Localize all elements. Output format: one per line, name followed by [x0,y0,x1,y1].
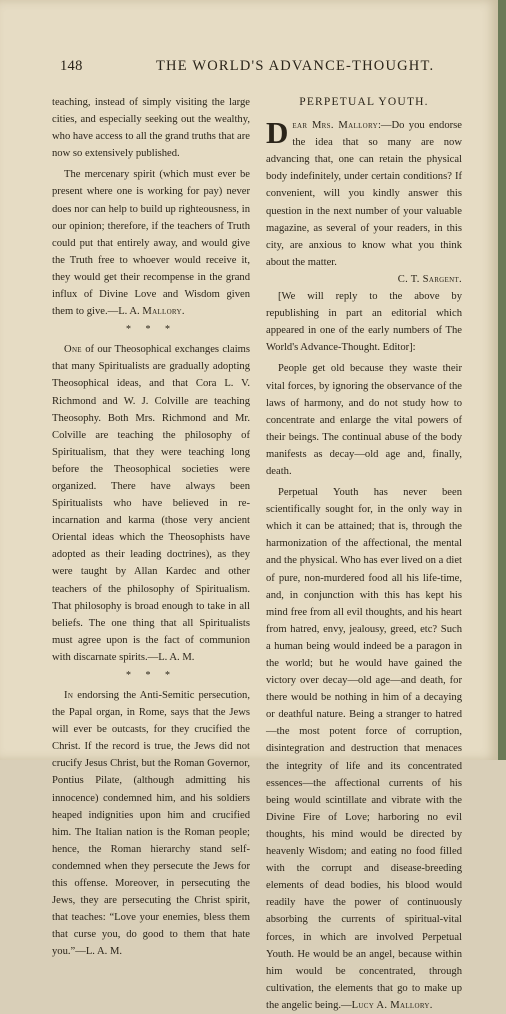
paragraph-theosophy-body: of our Theosophical exchanges claims that many Spiritualists are gradually adopting Theosophical ideas, and that Cora L. V. Richmond and W. J. Colville are teaching Theosophy. Both Mrs. Richmond and Mr. Colville are teaching the philosophy of Spiritualism, that they were teaching long before the Theosophical societies were organized. There have always been Spiritualists who have believed in re-incarnation and karma (those very ancient Oriental ideas which the Theosophists have adopted as their leading doctrines), as they were taught by Allan Kardec and other teachers of the philosophy of Spiritualism. That philosophy is broad enough to take in all beliefs. The one thing that all Spiritualists must agree upon is the fact of communion with discarnate spirits.—L. A. M. [52,344,250,663]
lead-word: One [64,344,82,356]
lead-word: In [64,690,74,701]
paragraph-perpetual-youth [266,484,462,1014]
paragraph-anti-semitic [52,687,250,961]
paragraph-perpetual-youth-body: Perpetual Youth has never been scientifically sought for, in the only way in which it can be attained; that is, through the harmonization of the affectional, the mental and the physical. Who has ever lived on a diet of pure, non-murdered food all his life-time, and, in conjunction with this has kept his mind free from all evil thoughts, and his heart from hatred, envy, jealousy, greed, etc? Such a human being would indeed be a paragon in the world; but he would have gained the victory over decay—old age—and death, for there would be nothing in him of a decaying or deathful nature. Being a stranger to hatred—the most potent force of corruption, disintegration and destruction that menaces the integrity of life and its concentrated essences—the affectional currents of his being would scintillate and vibrate with the Divine Fire of Love; harboring no evil thoughts, his mind would be directed by heavenly Wisdom; and eating no food filled with the corrupt and disease-breeding elements of dead bodies, his blood would readily have the power of continuously absorbing the currents of spiritual-vital forces, in which are involved Perpetual Youth. He would be an angel, because within him would be concentrated, through cultivation, the elements that go to make up the angelic being.— [266,487,462,1011]
book-spine-edge [498,0,506,760]
right-column [266,94,462,1014]
section-divider: * * * [126,670,176,681]
drop-cap: D [266,115,289,151]
paragraph-continued: teaching, instead of simply visiting the large cities, and especially seeking out the wealthy, who have access to all the grand truths that are now so extensively published. [52,97,250,160]
article-title: PERPETUAL YOUTH. [299,96,429,108]
paragraph-mercenary-body: The mercenary spirit (which must ever be present where one is working for pay) never does nor can help to build up righteousness, in our opinion; therefore, if the teachers of Truth could put that entirely away, and would give the Truth free to whoever would receive it, they would get their recompense in the grand influx of Divine Love and Wisdom given them to give.—L. A. [52,169,250,318]
section-divider: * * * [126,324,176,336]
signature-lucy-mallory: Lucy A. Mallory. [351,999,433,1011]
running-title: THE WORLD'S ADVANCE-THOUGHT. [156,58,435,74]
paragraph-anti-semitic-body: endorsing the Anti-Semitic persecution, the Papal organ, in Rome, says that the Jews will ever be outcasts, for they crucified the Christ. If the record is true, the Jews did not crucify Jesus Christ, but the Roman Governor, Pontius Pilate, (although admitting his innocence) condemned him, and his soldiers heaped indignities upon him and crucified him. The Italian nation is the Roman people; hence, the Roman hierarchy stand self-condemned when they persecute the Jews for this offense. Moreover, in persecuting the Jews, they are persecuting the Christ spirit, that teaches: “Love your enemies, bless them that curse you, do good to them that hate you.”—L. A. M. [52,690,250,958]
letter-signature: C. T. Sargent. [397,273,462,285]
paragraph-theosophy [52,341,250,666]
page-number: 148 [60,58,83,74]
signature-mallory: Mallory. [142,306,185,318]
letter-signature-row [266,271,462,288]
letter-paragraph [266,117,462,271]
paragraph-mercenary [52,166,250,320]
letter-salutation: ear Mrs. Mallory [292,120,378,132]
letter-body: :—Do you endorse the idea that so many are now advancing that, one can retain the physical body indefinitely, under certain conditions? If convenient, will you kindly answer this question in the next number of your valuable magazine, as several of your readers, in this city, are anxious to know what you think about the matter. [266,120,462,268]
editor-note: [We will reply to the above by republishing in part an editorial which appeared in one of the early numbers of The World's Advance-Thought. Editor]: [266,291,462,354]
left-column [52,94,250,961]
paragraph-old-age: People get old because they waste their vital forces, by ignoring the observance of the laws of harmony, and do not study how to concentrate and enlarge the vital powers of their beings. The continual abuse of the body manifests as decay—old age and, finally, death. [266,363,462,477]
